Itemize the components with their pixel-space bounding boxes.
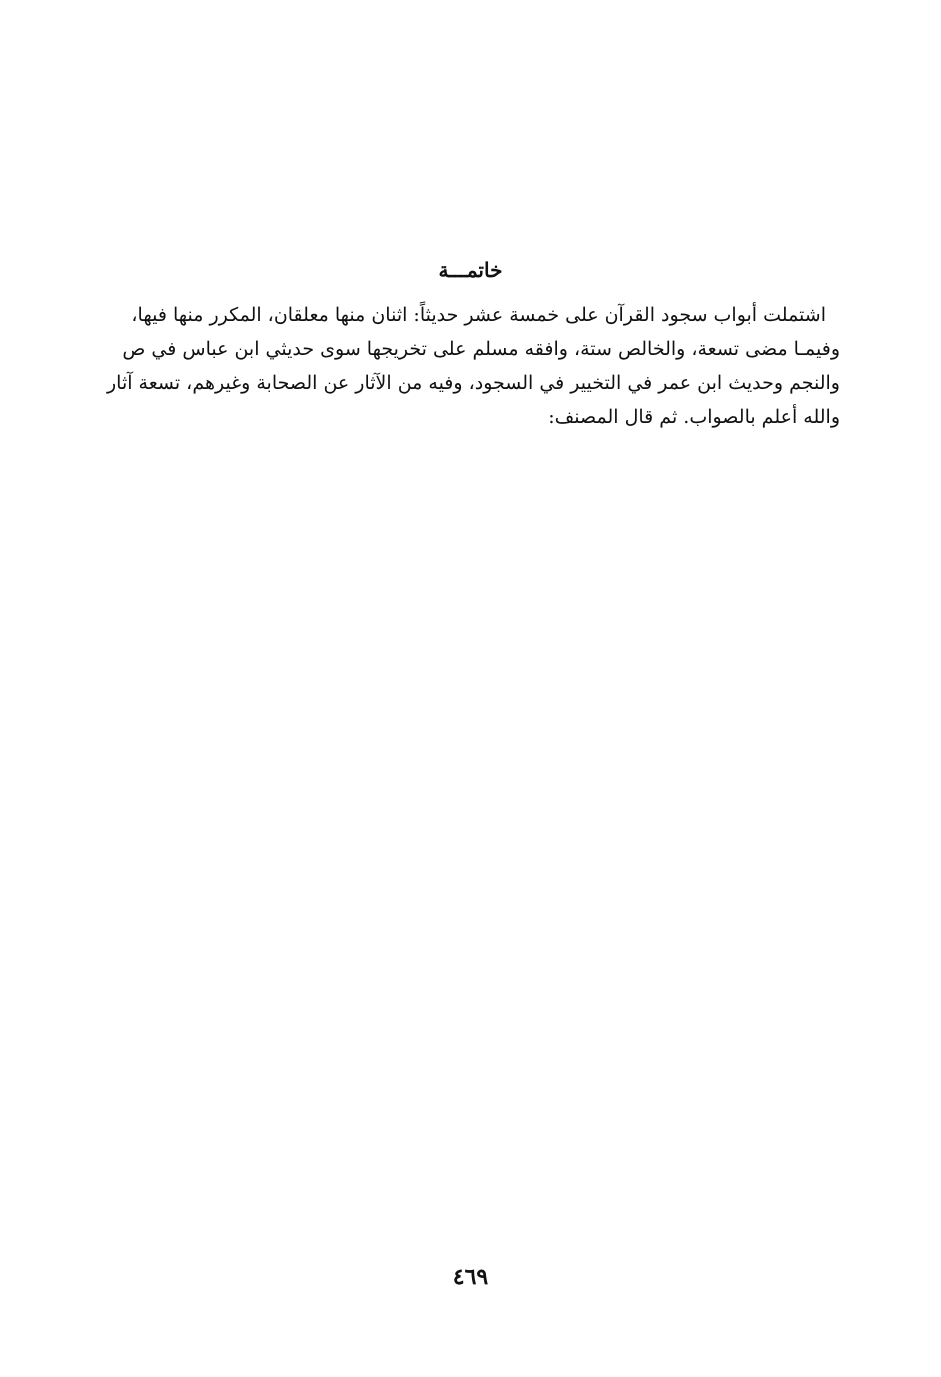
section-heading: خاتمـــة bbox=[438, 258, 503, 282]
page-number: ٤٦٩ bbox=[452, 1264, 489, 1290]
paragraph-line: والنجم وحديث ابن عمر في التخيير في السجود، وفيه من الآثار عن الصحابة وغيرهم، تسعة آثار bbox=[106, 372, 840, 394]
body-paragraph bbox=[70, 298, 840, 434]
paragraph-line: اشتملت أبواب سجود القرآن على خمسة عشر حديثاً: اثنان منها معلقان، المكرر منها فيها، bbox=[131, 304, 826, 326]
paragraph-line: والله أعلم بالصواب. ثم قال المصنف: bbox=[548, 406, 840, 428]
paragraph-line: وفيمـا مضى تسعة، والخالص ستة، وافقه مسلم على تخريجها سوى حديثي ابن عباس في ص bbox=[122, 338, 840, 360]
